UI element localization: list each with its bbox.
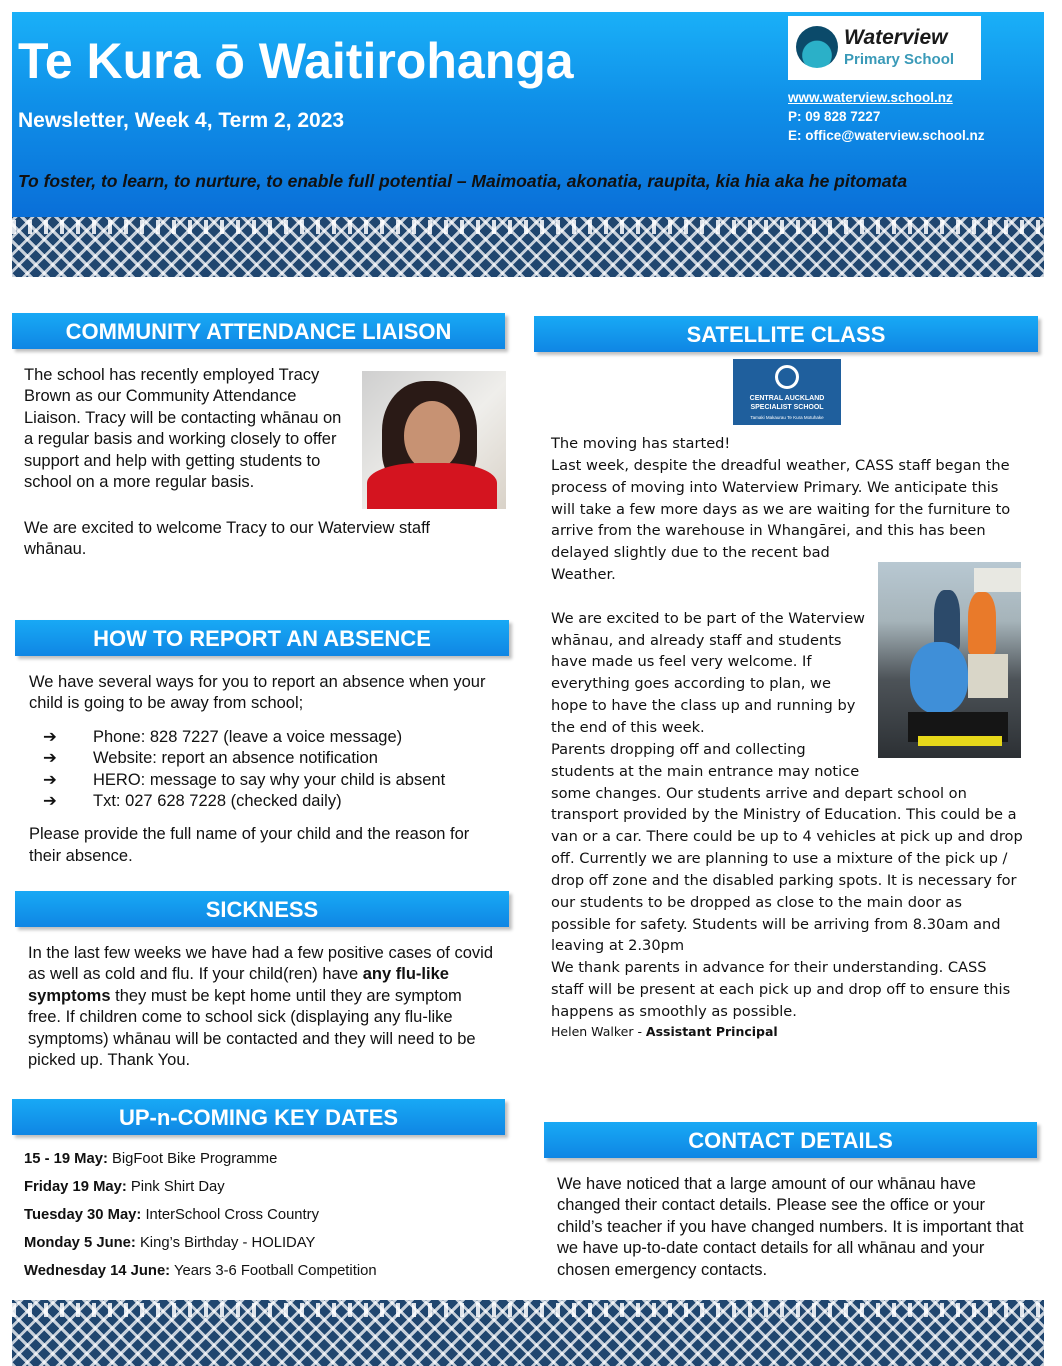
satellite-line: drop off zone and the disabled parking spots. It is necessary for — [551, 871, 1017, 889]
satellite-heading: SATELLITE CLASS — [534, 316, 1038, 352]
attendance-welcome: We are excited to welcome Tracy to our Waterview staff whānau. — [24, 519, 430, 559]
satellite-line: some changes. Our students arrive and depart school on — [551, 784, 967, 802]
logo-subname: Primary School — [844, 51, 955, 68]
newsletter-subtitle: Newsletter, Week 4, Term 2, 2023 — [18, 109, 345, 132]
website-link[interactable]: www.waterview.school.nz — [788, 90, 953, 105]
satellite-line: process of moving into Waterview Primary. We anticipate this — [551, 478, 999, 496]
pattern-band-top — [12, 217, 1044, 277]
key-dates-heading: UP-n-COMING KEY DATES — [12, 1099, 505, 1135]
satellite-line: whānau, and already staff and students — [551, 631, 842, 649]
key-date-item: 15 - 19 May: BigFoot Bike Programme — [24, 1151, 278, 1167]
attendance-paragraph: The school has recently employed Tracy Brown as our Community Attendance Liaison. Tracy will be contacting whānau on a regular basis and working closely to offer support and help with getting students to school on a more regular basis. — [24, 366, 342, 492]
school-motto: To foster, to learn, to nurture, to enable full potential – Maimoatia, akonatia, raupita, kia hia aka he pitomata — [18, 171, 908, 191]
satellite-line: happens as smoothly as possible. — [551, 1002, 797, 1020]
absence-section — [29, 672, 499, 867]
absence-outro: Please provide the full name of your child and the reason for their absence. — [29, 825, 470, 865]
signature-name: Helen Walker - — [551, 1023, 646, 1039]
satellite-line: We thank parents in advance for their understanding. CASS — [551, 959, 987, 977]
satellite-line: our students to be dropped as close to the main door as — [551, 893, 962, 911]
cass-logo-icon — [775, 365, 799, 389]
sickness-heading: SICKNESS — [15, 891, 509, 927]
signature — [551, 1023, 1031, 1041]
key-date-item: Friday 19 May: Pink Shirt Day — [24, 1178, 225, 1195]
pattern-band-bottom — [12, 1300, 1044, 1366]
satellite-line: hope to have the class up and running by — [551, 697, 856, 715]
satellite-line: van or a car. There could be up to 4 vehicles at pick up and drop — [551, 828, 1023, 846]
satellite-line: students at the main entrance may notice — [551, 762, 860, 780]
contact-details-heading: CONTACT DETAILS — [544, 1122, 1037, 1158]
email-address[interactable]: E: office@waterview.school.nz — [788, 128, 985, 143]
attendance-heading: COMMUNITY ATTENDANCE LIAISON — [12, 313, 505, 349]
satellite-text — [551, 433, 1031, 1041]
satellite-line: off. Currently we are planning to use a mixture of the pick up / — [551, 850, 1008, 868]
satellite-line: transport provided by the Ministry of Education. This could be a — [551, 806, 1017, 824]
satellite-line: The moving has started! — [551, 435, 731, 452]
sickness-paragraph: In the last few weeks we have had a few positive cases of covid as well as cold and flu. If your child(ren) have any flu-like symptoms they must be kept home until they are symptom free. If children come to school sick (displaying any flu-like symptoms) whānau will be contacted and they will need to be picked up. Thank You. — [28, 944, 493, 1070]
cass-logo: CENTRAL AUCKLAND SPECIALIST SCHOOL Tamaki Makaurau Te Kura Motuhake — [733, 359, 841, 425]
absence-item: ➔ Phone: 828 7227 (leave a voice message) — [29, 727, 499, 748]
absence-heading: HOW TO REPORT AN ABSENCE — [15, 620, 509, 656]
key-date-item: Monday 5 June: King’s Birthday - HOLIDAY — [24, 1234, 316, 1251]
satellite-line: the end of this week. — [551, 718, 705, 736]
phone-number: P: 09 828 7227 — [788, 109, 881, 124]
contact-details-paragraph: We have noticed that a large amount of our whānau have changed their contact details. Please see the office or your child’s teacher if you have changed numbers. It is important that we have up-to-date contact details for all whānau and your chosen emergency contacts. — [557, 1175, 1024, 1279]
satellite-line: arrive from the warehouse in Whangārei, and this has been — [551, 522, 986, 540]
satellite-line: will take a few more days as we are waiting for the furniture to — [551, 500, 1011, 518]
satellite-line: staff will be present at each pick up and drop off to ensure this — [551, 981, 1011, 999]
satellite-line: Last week, despite the dreadful weather, CASS staff began the — [551, 456, 1010, 474]
satellite-line: have made us feel very welcome. If — [551, 653, 812, 671]
key-dates-list — [24, 1151, 377, 1290]
sickness-emphasis: any flu-like symptoms — [28, 965, 449, 1005]
satellite-line: everything goes according to plan, we — [551, 675, 831, 693]
satellite-line: Parents dropping off and collecting — [551, 740, 806, 758]
satellite-line: possible for safety. Students will be arriving from 8.30am and — [551, 915, 1001, 933]
newsletter-title: Te Kura ō Waitirohanga — [18, 33, 574, 89]
absence-item: ➔ HERO: message to say why your child is absent — [29, 770, 499, 791]
satellite-line: Weather. — [551, 566, 616, 584]
signature-role: Assistant Principal — [645, 1023, 778, 1039]
key-date-item: Tuesday 30 May: InterSchool Cross Country — [24, 1206, 319, 1223]
wave-logo-icon — [796, 26, 838, 68]
school-logo — [788, 16, 981, 80]
logo-name: Waterview — [844, 26, 948, 49]
absence-item: ➔ Website: report an absence notification — [29, 748, 499, 769]
tracy-photo — [362, 371, 506, 509]
key-date-item: Wednesday 14 June: Years 3-6 Football Competition — [24, 1262, 377, 1279]
contact-info — [788, 88, 984, 145]
satellite-line: We are excited to be part of the Waterview — [551, 609, 865, 627]
satellite-line: delayed slightly due to the recent bad — [551, 544, 830, 562]
satellite-line: leaving at 2.30pm — [551, 937, 685, 955]
absence-intro: We have several ways for you to report an absence when your child is going to be away from school; — [29, 673, 486, 713]
absence-item: ➔ Txt: 027 628 7228 (checked daily) — [29, 791, 499, 812]
